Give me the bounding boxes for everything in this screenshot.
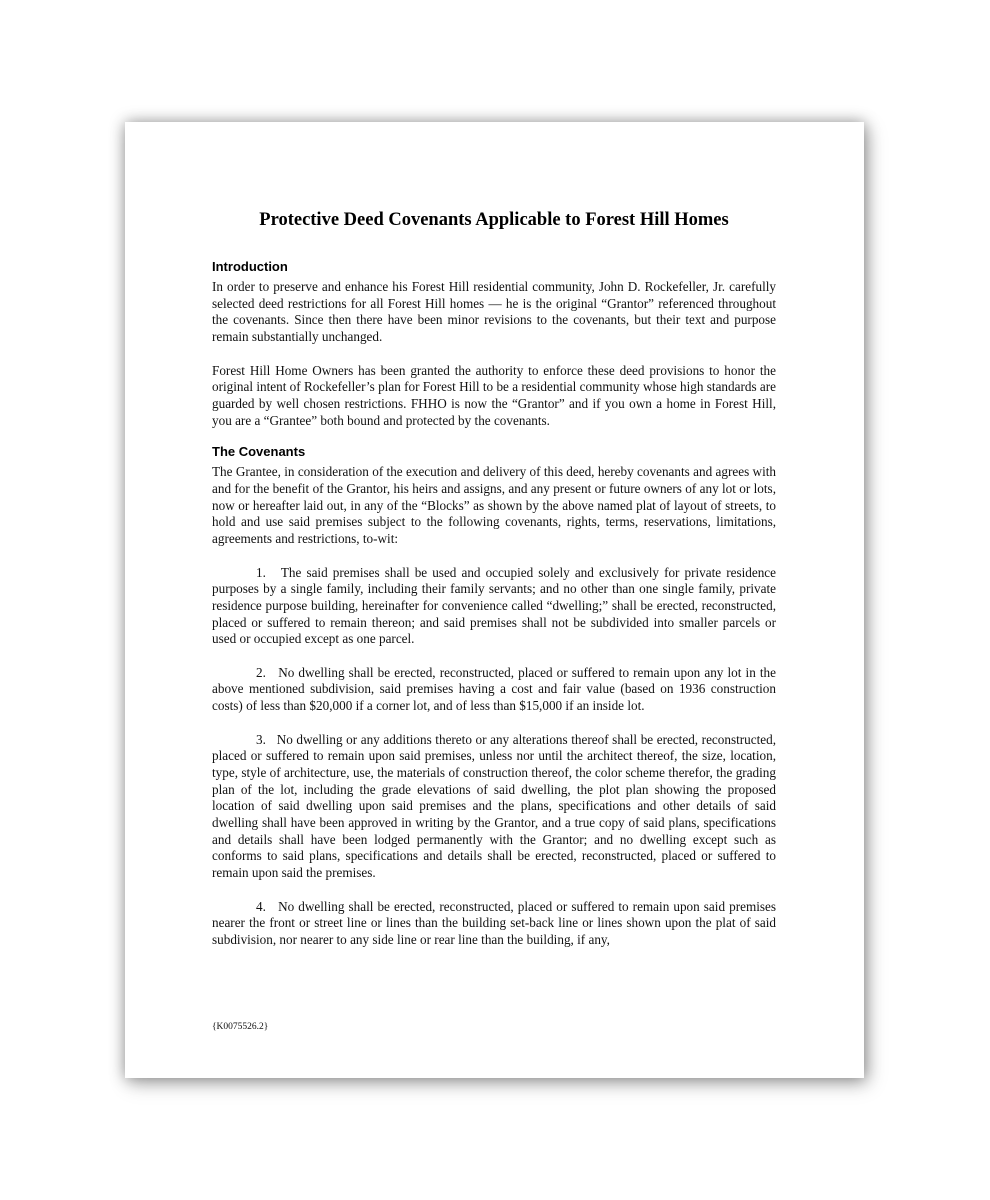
covenant-item-number: 2.	[256, 664, 266, 680]
covenant-item-text: No dwelling shall be erected, reconstructed, placed or suffered to remain upon said premises nearer the front or street line or lines than the building set-back line or lines shown upon the plat of said subdivision, nor nearer to any side line or rear line than the building, if any,	[212, 898, 776, 947]
covenant-item-1	[212, 565, 776, 649]
section-heading-introduction: Introduction	[212, 259, 288, 274]
covenant-item-text: The said premises shall be used and occupied solely and exclusively for private residence purposes by a single family, including their family servants; and no other than one single family, private residence purpose building, hereinafter for convenience called “dwelling;” shall be erected, reconstructed, placed or suffered to remain thereon; and said premises shall not be subdivided into smaller parcels or used or occupied except as one parcel.	[212, 564, 776, 647]
section-heading-covenants: The Covenants	[212, 444, 306, 460]
covenant-item-number: 3.	[256, 731, 266, 747]
covenant-item-text: No dwelling shall be erected, reconstructed, placed or suffered to remain upon any lot in the above mentioned subdivision, said premises having a cost and fair value (based on 1936 construction costs) of less than $20,000 if a corner lot, and of less than $15,000 if an inside lot.	[212, 664, 776, 714]
document-title: Protective Deed Covenants Applicable to Forest Hill Homes	[259, 210, 729, 230]
covenant-item-4	[212, 899, 776, 949]
covenant-item-2	[212, 665, 776, 715]
covenant-item-number: 1.	[256, 564, 266, 580]
covenant-item-text: No dwelling or any additions thereto or any alterations thereof shall be erected, reconstructed, placed or suffered to remain upon said premises, unless nor until the architect thereof, the size, location, type, style of architecture, use, the materials of construction thereof, the color scheme therefor, the grading plan of the lot, including the grade elevations of said dwelling, the plot plan showing the proposed location of said dwelling upon said premises and the plans, specifications and other details of said dwelling shall have been approved in writing by the Grantor, and a true copy of said plans, specifications and details shall have been lodged permanently with the Grantor; and no dwelling except such as conforms to said plans, specifications and details shall be erected, reconstructed, placed or suffered to remain upon said the premises.	[212, 731, 777, 881]
document-body	[212, 209, 776, 965]
covenant-item-3	[212, 732, 776, 882]
intro-paragraph-1: In order to preserve and enhance his Forest Hill residential community, John D. Rockefeller, Jr. carefully selected deed restrictions for all Forest Hill homes — he is the original “Grantor” referenced throughout the covenants. Since then there have been minor revisions to the covenants, but their text and purpose remain substantially unchanged.	[212, 279, 776, 345]
intro-paragraph-2: Forest Hill Home Owners has been granted the authority to enforce these deed provisions to honor the original intent of Rockefeller’s plan for Forest Hill to be a residential community whose high standards are guarded by well chosen restrictions. FHHO is now the “Grantor” and if you own a home in Forest Hill, you are a “Grantee” both bound and protected by the covenants.	[212, 362, 776, 428]
document-footer-id: {K0075526.2}	[212, 1022, 269, 1032]
covenant-item-number: 4.	[256, 898, 266, 914]
covenants-intro-paragraph: The Grantee, in consideration of the execution and delivery of this deed, hereby covenants and agrees with and for the benefit of the Grantor, his heirs and assigns, and any present or future owners of any lot or lots, now or hereafter laid out, in any of the “Blocks” as shown by the above named plat of layout of streets, to hold and use said premises subject to the following covenants, rights, terms, reservations, limitations, agreements and restrictions, to-wit:	[212, 464, 776, 547]
document-page	[125, 122, 864, 1078]
